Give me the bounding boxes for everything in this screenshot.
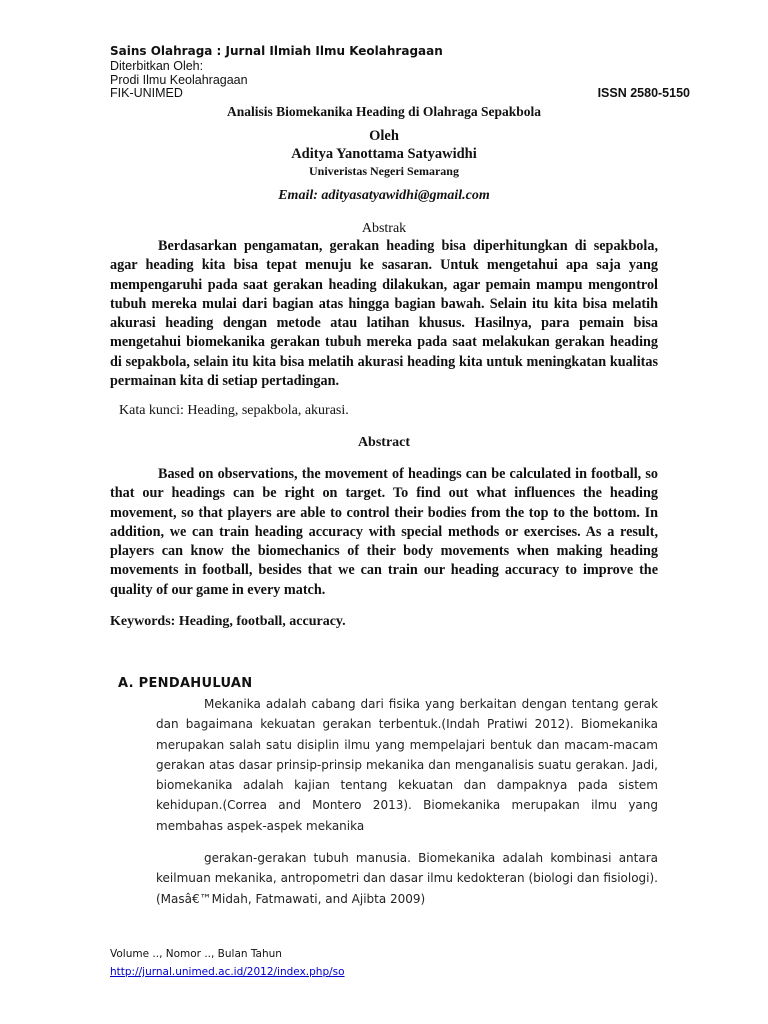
journal-url-link[interactable]: http://jurnal.unimed.ac.id/2012/index.php/so [110, 966, 345, 978]
journal-name: Sains Olahraga : Jurnal Ilmiah Ilmu Keolahragaan [110, 44, 443, 58]
section-heading-pendahuluan: A. PENDAHULUAN [118, 676, 253, 691]
abstrak-heading: Abstrak [361, 221, 407, 236]
abstract-text: Based on observations, the movement of headings can be calculated in football, so that our headings can be right on target. To find out what influences the heading movement, so that players are able to control their bodies from the top to the bottom. In addition, we can train heading accuracy with special methods or exercises. As a result, players can know the biomechanics of their body movements when making heading movements in football, besides that we can train our heading accuracy to improve the quality of our game in every match. [110, 466, 658, 598]
author-name: Aditya Yanottama Satyawidhi [291, 146, 477, 162]
abstract-heading: Abstract [357, 435, 411, 450]
abstrak-text: Berdasarkan pengamatan, gerakan heading bisa diperhitungkan di sepakbola, agar heading kita bisa tepat menuju ke sasaran. Untuk mengetahui apa saja yang mempengaruhi pada saat gerakan heading dilakukan, agar pemain mampu mengontrol tubuh mereka mulai dari bagian atas hingga bagian bawah. Selain itu kita bisa melatih akurasi heading dengan metode atau latihan khusus. Hasilnya, para pemain bisa mengetahui biomekanika gerakan tubuh mereka pada saat melakukan gerakan heading di sepakbola, selain itu kita bisa melatih akurasi heading kita untuk meningkatan kualitas permainan kita di setiap pertadingan. [110, 238, 658, 390]
by-label: Oleh [369, 128, 399, 144]
paper-title: Analisis Biomekanika Heading di Olahraga Sepakbola [227, 104, 541, 119]
publisher-label: Diterbitkan Oleh: [110, 59, 204, 73]
issn: ISSN 2580-5150 [597, 86, 690, 100]
footer-volume: Volume .., Nomor .., Bulan Tahun [110, 948, 282, 960]
faculty-name: FIK-UNIMED [110, 86, 183, 100]
keywords: Keywords: Heading, football, accuracy. [110, 614, 346, 629]
author-affiliation: Univeristas Negeri Semarang [309, 164, 459, 178]
kata-kunci: Kata kunci: Heading, sepakbola, akurasi. [119, 403, 349, 418]
intro-paragraph-1: Mekanika adalah cabang dari fisika yang berkaitan dengan tentang gerak dan bagaimana kekuatan gerakan terbentuk.(Indah Pratiwi 2012). Biomekanika merupakan salah satu disiplin ilmu yang mempelajari bentuk dan macam-macam gerakan atas dasar prinsip-prinsip mekanika dan menganalisis suatu gerakan. Jadi, biomekanika adalah kajian tentang kekuatan dan dampaknya pada sistem kehidupan.(Correa and Montero 2013). Biomekanika merupakan ilmu yang membahas aspek-aspek mekanika [156, 697, 658, 833]
intro-paragraph-2: gerakan-gerakan tubuh manusia. Biomekanika adalah kombinasi antara keilmuan mekanika, antropometri dan dasar ilmu kedokteran (biologi dan fisiologi).(Masâ€™Midah, Fatmawati, and Ajibta 2009) [156, 851, 658, 906]
publisher-name: Prodi Ilmu Keolahragaan [110, 73, 248, 87]
author-email: Email: adityasatyawidhi@gmail.com [278, 188, 490, 203]
